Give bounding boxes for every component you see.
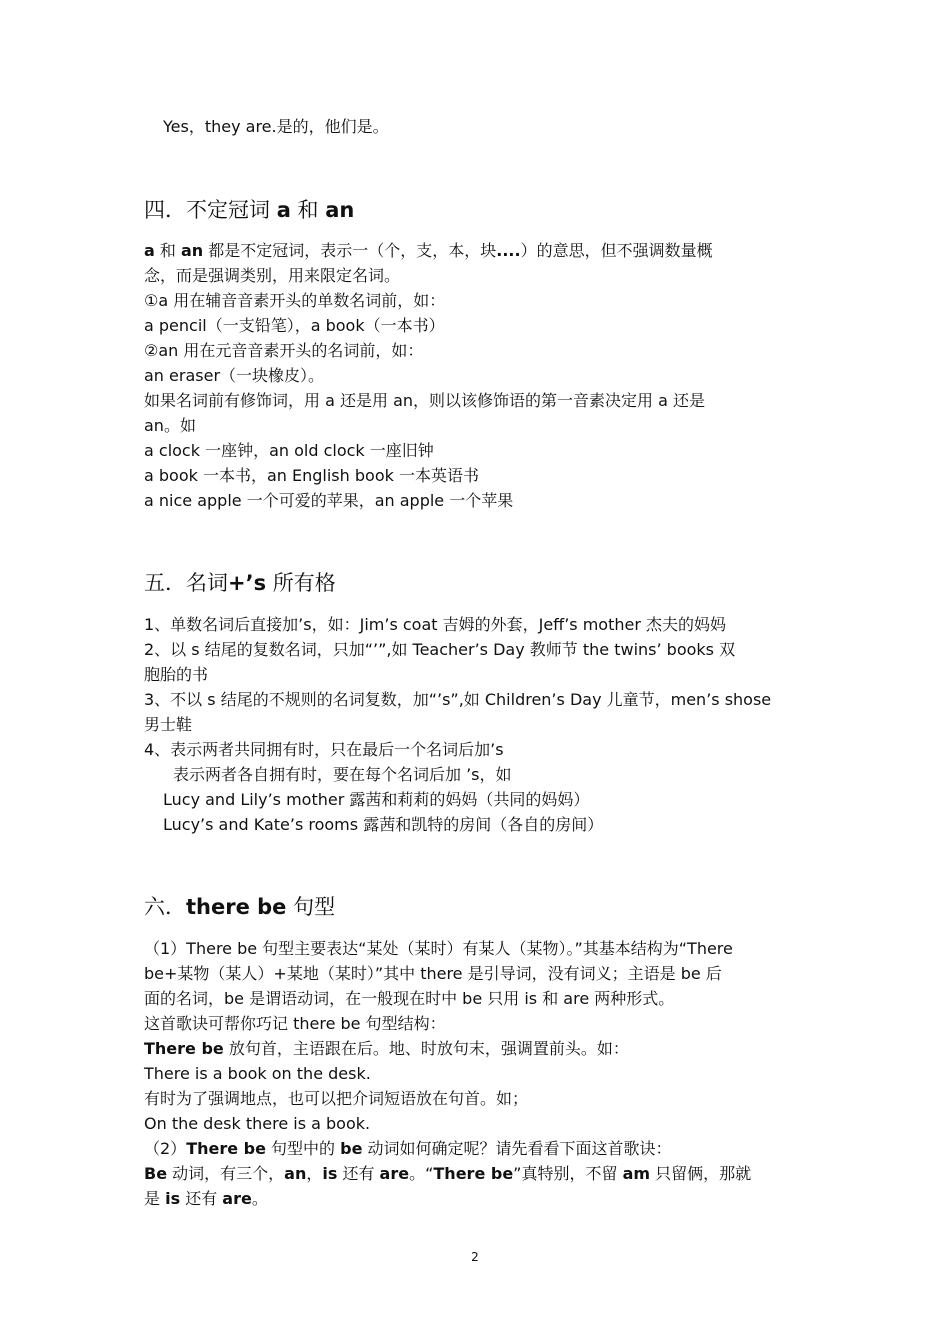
section-5-line-1: 1、单数名词后直接加’s，如：Jim’s coat 吉姆的外套，Jeff’s mother 杰夫的妈妈 <box>144 615 727 634</box>
section-5-line-9: Lucy’s and Kate’s rooms 露茜和凯特的房间（各自的房间） <box>163 815 604 834</box>
section-6-line-6: There is a book on the desk. <box>144 1064 371 1083</box>
section-5-line-4: 3、不以 s 结尾的不规则的名词复数，加“’s”,如 Children’s Day 儿童节，men’s shose <box>144 690 772 709</box>
section-5-line-8: Lucy and Lily’s mother 露茜和莉莉的妈妈（共同的妈妈） <box>163 790 590 809</box>
section-6-line-10: Be 动词，有三个，an，is 还有 are。“There be”真特别，不留 am 只留俩，那就 <box>144 1164 752 1183</box>
section-6-line-9: （2）There be 句型中的 be 动词如何确定呢？请先看看下面这首歌诀： <box>144 1139 672 1158</box>
section-4-line-1: a 和 an 都是不定冠词，表示一（个，支，本，块....）的意思，但不强调数量概 <box>144 241 713 260</box>
section-4-line-6: an eraser（一块橡皮）。 <box>144 366 325 385</box>
section-5-heading: 五．名词+’s 所有格 <box>144 571 336 595</box>
section-6-line-8: On the desk there is a book. <box>144 1114 371 1133</box>
section-5-line-6: 4、表示两者共同拥有时，只在最后一个名词后加’s <box>144 740 504 759</box>
section-5-line-7: 表示两者各自拥有时，要在每个名词后加 ’s，如 <box>173 765 512 784</box>
section-4-line-7: 如果名词前有修饰词，用 a 还是用 an，则以该修饰语的第一音素决定用 a 还是 <box>144 391 705 410</box>
section-5-line-5: 男士鞋 <box>144 715 193 734</box>
section-6-line-3: 面的名词，be 是谓语动词，在一般现在时中 be 只用 is 和 are 两种形式。 <box>144 989 675 1008</box>
section-6-heading: 六．there be 句型 <box>144 895 336 919</box>
section-4-line-5: ②an 用在元音音素开头的名词前，如： <box>144 341 424 360</box>
section-5-line-3: 胞胎的书 <box>144 665 209 684</box>
section-6-line-5: There be 放句首，主语跟在后。地、时放句末，强调置前头。如： <box>144 1039 629 1058</box>
section-6-line-2: be+某物（某人）+某地（某时）”其中 there 是引导词，没有词义；主语是 be 后 <box>144 964 722 983</box>
section-4-line-4: a pencil（一支铅笔），a book（一本书） <box>144 316 445 335</box>
section-4-line-9: a clock 一座钟，an old clock 一座旧钟 <box>144 441 434 460</box>
section-6-line-11: 是 is 还有 are。 <box>144 1189 268 1208</box>
section-6-line-7: 有时为了强调地点，也可以把介词短语放在句首。如； <box>144 1089 529 1108</box>
section-4-line-11: a nice apple 一个可爱的苹果，an apple 一个苹果 <box>144 491 514 510</box>
section-4-line-3: ①a 用在辅音音素开头的单数名词前，如： <box>144 291 446 310</box>
section-4-line-2: 念，而是强调类别，用来限定名词。 <box>144 266 401 285</box>
answer-line: Yes，they are.是的，他们是。 <box>163 117 389 136</box>
section-4-heading: 四．不定冠词 a 和 an <box>144 198 355 222</box>
section-4-line-8: an。如 <box>144 416 196 435</box>
section-4-line-10: a book 一本书，an English book 一本英语书 <box>144 466 479 485</box>
section-6-line-4: 这首歌诀可帮你巧记 there be 句型结构： <box>144 1014 446 1033</box>
section-6-line-1: （1）There be 句型主要表达“某处（某时）有某人（某物）。”其基本结构为“There <box>144 939 733 958</box>
section-5-line-2: 2、以 s 结尾的复数名词，只加“’”,如 Teacher’s Day 教师节 the twins’ books 双 <box>144 640 736 659</box>
page-number: 2 <box>471 1250 479 1264</box>
